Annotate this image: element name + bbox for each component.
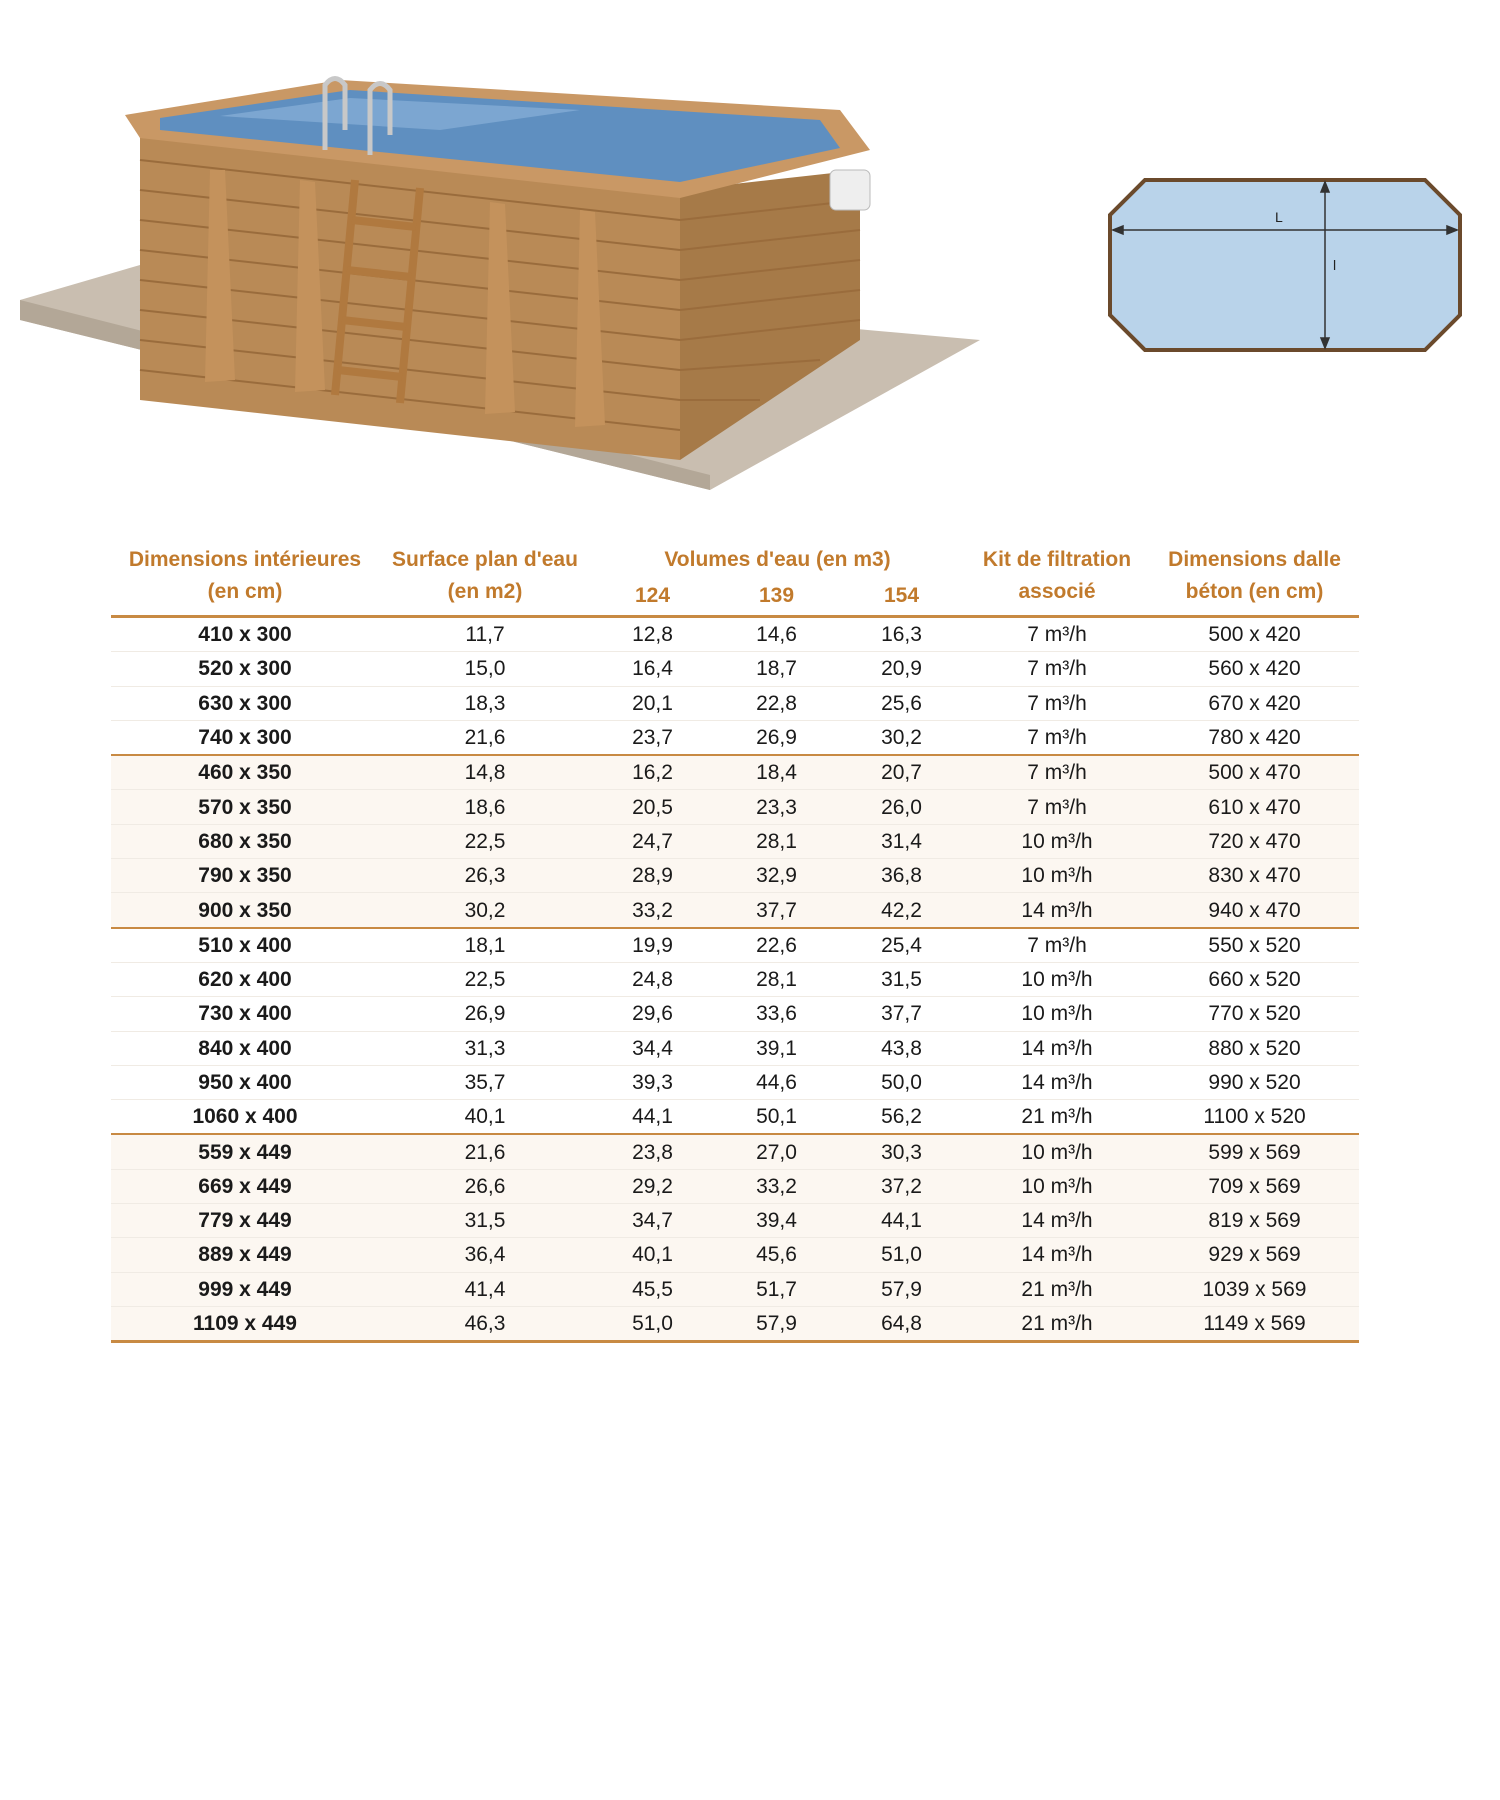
- header-slab-line2: béton (en cm): [1185, 580, 1324, 603]
- filtration-flow-value: 10: [1021, 1002, 1045, 1026]
- header-volume-124: 124: [634, 584, 671, 607]
- cell-slab-dimensions: 660 x 520: [1150, 962, 1359, 996]
- filtration-flow-unit: m³/h: [1050, 968, 1093, 992]
- cell-surface: 26,3: [379, 859, 591, 893]
- filtration-flow-unit: m³/h: [1050, 1243, 1093, 1267]
- table-row: [111, 1100, 1359, 1135]
- header-volumes: Volumes d'eau (en m3): [664, 548, 891, 571]
- cell-surface: 21,6: [379, 1134, 591, 1169]
- cell-filtration-kit: [964, 824, 1150, 858]
- skimmer: [830, 170, 870, 210]
- cell-volume-154: 44,1: [839, 1204, 964, 1238]
- cell-volume-154: 26,0: [839, 790, 964, 824]
- filtration-flow-unit: m³/h: [1050, 1071, 1093, 1094]
- cell-slab-dimensions: 770 x 520: [1150, 997, 1359, 1031]
- cell-dimensions: 559 x 449: [111, 1134, 379, 1169]
- filtration-flow-value: 10: [1021, 864, 1045, 888]
- cell-filtration-kit: [964, 790, 1150, 824]
- pool-illustration: [20, 70, 1000, 500]
- table-row: [111, 617, 1359, 652]
- table-row: [111, 1204, 1359, 1238]
- cell-volume-139: 37,7: [714, 893, 839, 928]
- pool-shape-diagram: [1105, 160, 1465, 380]
- cell-filtration-kit: [964, 997, 1150, 1031]
- cell-volume-154: 37,2: [839, 1169, 964, 1203]
- cell-dimensions: 510 x 400: [111, 928, 379, 963]
- cell-slab-dimensions: 550 x 520: [1150, 928, 1359, 963]
- cell-filtration-kit: [964, 962, 1150, 996]
- table-row: [111, 755, 1359, 790]
- cell-volume-139: 32,9: [714, 859, 839, 893]
- cell-slab-dimensions: 819 x 569: [1150, 1204, 1359, 1238]
- filtration-flow-unit: m³/h: [1044, 657, 1087, 681]
- cell-slab-dimensions: 709 x 569: [1150, 1169, 1359, 1203]
- cell-volume-154: 36,8: [839, 859, 964, 893]
- cell-volume-124: 45,5: [591, 1272, 714, 1306]
- cell-dimensions: 460 x 350: [111, 755, 379, 790]
- header-filtration-line1: Kit de filtration: [982, 548, 1132, 571]
- cell-volume-154: 42,2: [839, 893, 964, 928]
- cell-filtration-kit: [964, 1238, 1150, 1272]
- cell-surface: 26,6: [379, 1169, 591, 1203]
- cell-dimensions: 790 x 350: [111, 859, 379, 893]
- cell-dimensions: 669 x 449: [111, 1169, 379, 1203]
- cell-volume-124: 39,3: [591, 1065, 714, 1099]
- filtration-flow-value: 10: [1021, 1140, 1045, 1164]
- filtration-flow-value: 14: [1021, 1036, 1045, 1060]
- header-volume-139: 139: [758, 584, 795, 607]
- filtration-flow-unit: m³/h: [1050, 1002, 1093, 1026]
- filtration-flow-value: 14: [1021, 1071, 1045, 1094]
- cell-filtration-kit: [964, 1169, 1150, 1203]
- cell-surface: 35,7: [379, 1065, 591, 1099]
- cell-dimensions: 570 x 350: [111, 790, 379, 824]
- header-dimensions-line1: Dimensions intérieures: [128, 548, 362, 571]
- cell-surface: 41,4: [379, 1272, 591, 1306]
- cell-volume-154: 43,8: [839, 1031, 964, 1065]
- cell-slab-dimensions: 1100 x 520: [1150, 1100, 1359, 1135]
- cell-volume-154: 31,5: [839, 962, 964, 996]
- filtration-flow-unit: m³/h: [1050, 1105, 1093, 1129]
- cell-slab-dimensions: 560 x 420: [1150, 652, 1359, 686]
- filtration-flow-value: 7: [1027, 761, 1039, 785]
- pool-shape: [1110, 180, 1460, 350]
- filtration-flow-unit: m³/h: [1044, 623, 1087, 647]
- cell-filtration-kit: [964, 1306, 1150, 1341]
- cell-surface: 40,1: [379, 1100, 591, 1135]
- table-row: [111, 1306, 1359, 1341]
- cell-volume-139: 39,1: [714, 1031, 839, 1065]
- cell-filtration-kit: [964, 893, 1150, 928]
- cell-surface: 36,4: [379, 1238, 591, 1272]
- cell-dimensions: 950 x 400: [111, 1065, 379, 1099]
- cell-slab-dimensions: 500 x 420: [1150, 617, 1359, 652]
- cell-volume-139: 14,6: [714, 617, 839, 652]
- table-row: [111, 1169, 1359, 1203]
- filtration-flow-value: 7: [1027, 623, 1039, 647]
- cell-volume-139: 26,9: [714, 720, 839, 755]
- cell-volume-139: 33,6: [714, 997, 839, 1031]
- table-row: [111, 1272, 1359, 1306]
- cell-slab-dimensions: 830 x 470: [1150, 859, 1359, 893]
- filtration-flow-value: 14: [1021, 1209, 1045, 1233]
- cell-surface: 31,3: [379, 1031, 591, 1065]
- header-surface-line2: (en m2): [447, 580, 523, 603]
- filtration-flow-value: 21: [1021, 1312, 1045, 1336]
- cell-filtration-kit: [964, 686, 1150, 720]
- cell-volume-139: 27,0: [714, 1134, 839, 1169]
- cell-volume-124: 20,1: [591, 686, 714, 720]
- cell-volume-124: 29,6: [591, 997, 714, 1031]
- cell-volume-124: 12,8: [591, 617, 714, 652]
- cell-surface: 18,3: [379, 686, 591, 720]
- table-row: [111, 962, 1359, 996]
- cell-slab-dimensions: 929 x 569: [1150, 1238, 1359, 1272]
- cell-volume-124: 16,4: [591, 652, 714, 686]
- cell-dimensions: 520 x 300: [111, 652, 379, 686]
- cell-dimensions: 1109 x 449: [111, 1306, 379, 1341]
- filtration-flow-unit: m³/h: [1044, 691, 1087, 715]
- filtration-flow-unit: m³/h: [1050, 1312, 1093, 1336]
- cell-slab-dimensions: 670 x 420: [1150, 686, 1359, 720]
- cell-volume-154: 25,4: [839, 928, 964, 963]
- pool-specifications-table: [111, 543, 1359, 1343]
- cell-volume-139: 33,2: [714, 1169, 839, 1203]
- cell-volume-124: 16,2: [591, 755, 714, 790]
- header-volume-154: 154: [883, 584, 920, 607]
- cell-volume-124: 40,1: [591, 1238, 714, 1272]
- cell-volume-154: 30,2: [839, 720, 964, 755]
- filtration-flow-unit: m³/h: [1050, 1277, 1093, 1301]
- cell-filtration-kit: [964, 1031, 1150, 1065]
- cell-dimensions: 779 x 449: [111, 1204, 379, 1238]
- cell-volume-124: 34,7: [591, 1204, 714, 1238]
- cell-volume-154: 57,9: [839, 1272, 964, 1306]
- cell-filtration-kit: [964, 1204, 1150, 1238]
- filtration-flow-unit: m³/h: [1050, 1036, 1093, 1060]
- cell-volume-139: 28,1: [714, 824, 839, 858]
- cell-volume-154: 16,3: [839, 617, 964, 652]
- cell-volume-124: 23,8: [591, 1134, 714, 1169]
- cell-volume-139: 22,8: [714, 686, 839, 720]
- cell-slab-dimensions: 610 x 470: [1150, 790, 1359, 824]
- cell-filtration-kit: [964, 928, 1150, 963]
- cell-volume-139: 39,4: [714, 1204, 839, 1238]
- cell-volume-124: 28,9: [591, 859, 714, 893]
- cell-dimensions: 1060 x 400: [111, 1100, 379, 1135]
- cell-volume-154: 56,2: [839, 1100, 964, 1135]
- cell-volume-139: 18,7: [714, 652, 839, 686]
- cell-slab-dimensions: 940 x 470: [1150, 893, 1359, 928]
- cell-slab-dimensions: 780 x 420: [1150, 720, 1359, 755]
- filtration-flow-unit: m³/h: [1050, 1209, 1093, 1233]
- cell-surface: 11,7: [379, 617, 591, 652]
- cell-volume-154: 20,7: [839, 755, 964, 790]
- filtration-flow-unit: m³/h: [1044, 795, 1087, 819]
- cell-volume-154: 64,8: [839, 1306, 964, 1341]
- cell-slab-dimensions: 880 x 520: [1150, 1031, 1359, 1065]
- cell-volume-154: 25,6: [839, 686, 964, 720]
- filtration-flow-value: 7: [1027, 933, 1039, 957]
- cell-volume-124: 29,2: [591, 1169, 714, 1203]
- cell-dimensions: 840 x 400: [111, 1031, 379, 1065]
- cell-surface: 14,8: [379, 755, 591, 790]
- filtration-flow-value: 10: [1021, 968, 1045, 992]
- cell-slab-dimensions: 500 x 470: [1150, 755, 1359, 790]
- cell-volume-139: 50,1: [714, 1100, 839, 1135]
- filtration-flow-value: 7: [1027, 691, 1039, 715]
- cell-surface: 26,9: [379, 997, 591, 1031]
- header-filtration-line2: associé: [1018, 580, 1096, 603]
- filtration-flow-value: 7: [1027, 795, 1039, 819]
- cell-filtration-kit: [964, 1065, 1150, 1099]
- filtration-flow-unit: m³/h: [1050, 1140, 1093, 1164]
- cell-surface: 22,5: [379, 824, 591, 858]
- filtration-flow-unit: m³/h: [1044, 726, 1087, 750]
- filtration-flow-value: 10: [1021, 829, 1045, 853]
- cell-volume-124: 51,0: [591, 1306, 714, 1341]
- cell-dimensions: 730 x 400: [111, 997, 379, 1031]
- cell-slab-dimensions: 720 x 470: [1150, 824, 1359, 858]
- cell-volume-139: 28,1: [714, 962, 839, 996]
- cell-slab-dimensions: 990 x 520: [1150, 1065, 1359, 1099]
- cell-volume-124: 33,2: [591, 893, 714, 928]
- cell-volume-139: 57,9: [714, 1306, 839, 1341]
- cell-volume-124: 44,1: [591, 1100, 714, 1135]
- cell-dimensions: 630 x 300: [111, 686, 379, 720]
- table-row: [111, 1238, 1359, 1272]
- table-row: [111, 997, 1359, 1031]
- cell-volume-154: 31,4: [839, 824, 964, 858]
- cell-volume-154: 20,9: [839, 652, 964, 686]
- cell-filtration-kit: [964, 652, 1150, 686]
- table-row: [111, 720, 1359, 755]
- cell-dimensions: 900 x 350: [111, 893, 379, 928]
- cell-surface: 46,3: [379, 1306, 591, 1341]
- cell-filtration-kit: [964, 617, 1150, 652]
- cell-surface: 18,6: [379, 790, 591, 824]
- cell-filtration-kit: [964, 1272, 1150, 1306]
- table-row: [111, 893, 1359, 928]
- cell-volume-124: 20,5: [591, 790, 714, 824]
- cell-filtration-kit: [964, 1100, 1150, 1135]
- cell-volume-124: 34,4: [591, 1031, 714, 1065]
- length-label: L: [1275, 209, 1283, 225]
- cell-slab-dimensions: 1039 x 569: [1150, 1272, 1359, 1306]
- cell-volume-139: 18,4: [714, 755, 839, 790]
- cell-dimensions: 740 x 300: [111, 720, 379, 755]
- cell-surface: 18,1: [379, 928, 591, 963]
- header-dimensions-line2: (en cm): [207, 580, 283, 603]
- filtration-flow-value: 7: [1027, 657, 1039, 681]
- header-surface-line1: Surface plan d'eau: [392, 548, 578, 571]
- table-body: [111, 617, 1359, 1342]
- table-row: [111, 1065, 1359, 1099]
- cell-surface: 22,5: [379, 962, 591, 996]
- table-row: [111, 686, 1359, 720]
- cell-volume-139: 51,7: [714, 1272, 839, 1306]
- cell-surface: 15,0: [379, 652, 591, 686]
- table-row: [111, 1134, 1359, 1169]
- cell-volume-154: 37,7: [839, 997, 964, 1031]
- filtration-flow-unit: m³/h: [1050, 829, 1093, 853]
- cell-surface: 31,5: [379, 1204, 591, 1238]
- cell-volume-124: 19,9: [591, 928, 714, 963]
- table-row: [111, 859, 1359, 893]
- filtration-flow-unit: m³/h: [1044, 761, 1087, 785]
- cell-dimensions: 889 x 449: [111, 1238, 379, 1272]
- table-row: [111, 824, 1359, 858]
- filtration-flow-unit: m³/h: [1044, 933, 1087, 957]
- filtration-flow-value: 21: [1021, 1105, 1045, 1129]
- filtration-flow-value: 7: [1027, 726, 1039, 750]
- cell-filtration-kit: [964, 720, 1150, 755]
- table-row: [111, 652, 1359, 686]
- table-row: [111, 1031, 1359, 1065]
- cell-surface: 30,2: [379, 893, 591, 928]
- filtration-flow-unit: m³/h: [1050, 864, 1093, 888]
- cell-volume-139: 22,6: [714, 928, 839, 963]
- filtration-flow-value: 21: [1021, 1277, 1045, 1301]
- cell-filtration-kit: [964, 755, 1150, 790]
- table-row: [111, 790, 1359, 824]
- cell-volume-154: 50,0: [839, 1065, 964, 1099]
- cell-dimensions: 999 x 449: [111, 1272, 379, 1306]
- filtration-flow-value: 10: [1021, 1174, 1045, 1198]
- filtration-flow-value: 14: [1021, 898, 1045, 922]
- cell-volume-139: 23,3: [714, 790, 839, 824]
- cell-slab-dimensions: 1149 x 569: [1150, 1306, 1359, 1341]
- header-slab-line1: Dimensions dalle: [1168, 548, 1341, 571]
- filtration-flow-unit: m³/h: [1050, 1174, 1093, 1198]
- cell-volume-124: 24,7: [591, 824, 714, 858]
- cell-volume-154: 51,0: [839, 1238, 964, 1272]
- cell-volume-124: 24,8: [591, 962, 714, 996]
- width-label: l: [1333, 257, 1337, 273]
- cell-dimensions: 620 x 400: [111, 962, 379, 996]
- filtration-flow-unit: m³/h: [1050, 898, 1093, 922]
- cell-slab-dimensions: 599 x 569: [1150, 1134, 1359, 1169]
- cell-surface: 21,6: [379, 720, 591, 755]
- filtration-flow-value: 14: [1021, 1243, 1045, 1267]
- table-row: [111, 928, 1359, 963]
- cell-filtration-kit: [964, 1134, 1150, 1169]
- cell-volume-154: 30,3: [839, 1134, 964, 1169]
- cell-dimensions: 680 x 350: [111, 824, 379, 858]
- cell-dimensions: 410 x 300: [111, 617, 379, 652]
- cell-volume-124: 23,7: [591, 720, 714, 755]
- cell-filtration-kit: [964, 859, 1150, 893]
- cell-volume-139: 45,6: [714, 1238, 839, 1272]
- cell-volume-139: 44,6: [714, 1065, 839, 1099]
